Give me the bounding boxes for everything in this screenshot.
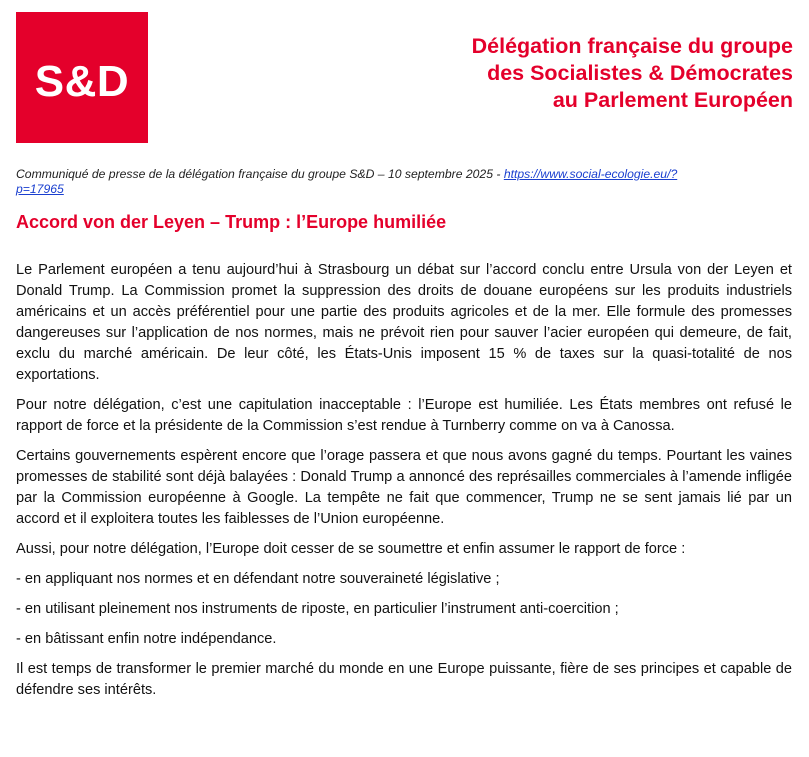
header-title bbox=[472, 33, 793, 114]
paragraph-4: Aussi, pour notre délégation, l’Europe doit cesser de se soumettre et enfin assumer le rapport de force : bbox=[16, 541, 686, 557]
press-release-intro: Communiqué de presse de la délégation française du groupe S&D – 10 septembre 2025 - bbox=[16, 167, 504, 181]
list-item-1: - en appliquant nos normes et en défendant notre souveraineté législative ; bbox=[16, 571, 500, 587]
header-title-line-2: des Socialistes & Démocrates bbox=[487, 61, 793, 85]
paragraph-3: Certains gouvernements espèrent encore que l’orage passera et que nous avons gagné du temps. Pourtant les vaines promesses de stabilité sont déjà balayées : Donald Trump a annoncé des représailles commerciales à l’amende infligée par la Commission européenne à Google. La tempête ne fait que commencer, Trump ne se sent jamais lié par un accord et il exploitera toutes les faiblesses de l’Union européenne. bbox=[16, 448, 792, 527]
sd-logo bbox=[16, 12, 148, 143]
body-text bbox=[16, 260, 792, 710]
header-title-line-1: Délégation française du groupe bbox=[471, 34, 793, 58]
paragraph-1: Le Parlement européen a tenu aujourd’hui à Strasbourg un débat sur l’accord conclu entre Ursula von der Leyen et Donald Trump. La Commission promet la suppression des droits de douane européens sur les produits industriels américains et un accès préférentiel pour une partie des produits agricoles et de la mer. Elle formule des promesses dangereuses sur l’application de nos normes, mais ne prévoit rien pour sauver l’acier européen qui demeure, de fait, exclu du marché américain. De leur côté, les États-Unis imposent 15 % de taxes sur la quasi-totalité de nos exportations. bbox=[16, 262, 792, 383]
press-release-link[interactable]: https://www.social-ecologie.eu/?p=17965 bbox=[16, 167, 678, 196]
list-item-3: - en bâtissant enfin notre indépendance. bbox=[16, 631, 277, 647]
paragraph-closing: Il est temps de transformer le premier marché du monde en une Europe puissante, fière de ses principes et capable de défendre ses intérêts. bbox=[16, 661, 792, 698]
page-title: Accord von der Leyen – Trump : l’Europe humiliée bbox=[16, 212, 447, 232]
logo-text: S&D bbox=[34, 56, 130, 106]
paragraph-2: Pour notre délégation, c’est une capitulation inacceptable : l’Europe est humiliée. Les États membres ont refusé le rapport de force et la présidente de la Commission s’est rendue à Turnberry comme on va à Canossa. bbox=[16, 397, 792, 434]
press-release-line bbox=[16, 167, 716, 196]
header-title-line-3: au Parlement Européen bbox=[552, 88, 793, 112]
list-item-2: - en utilisant pleinement nos instruments de riposte, en particulier l’instrument anti-coercition ; bbox=[16, 601, 619, 617]
